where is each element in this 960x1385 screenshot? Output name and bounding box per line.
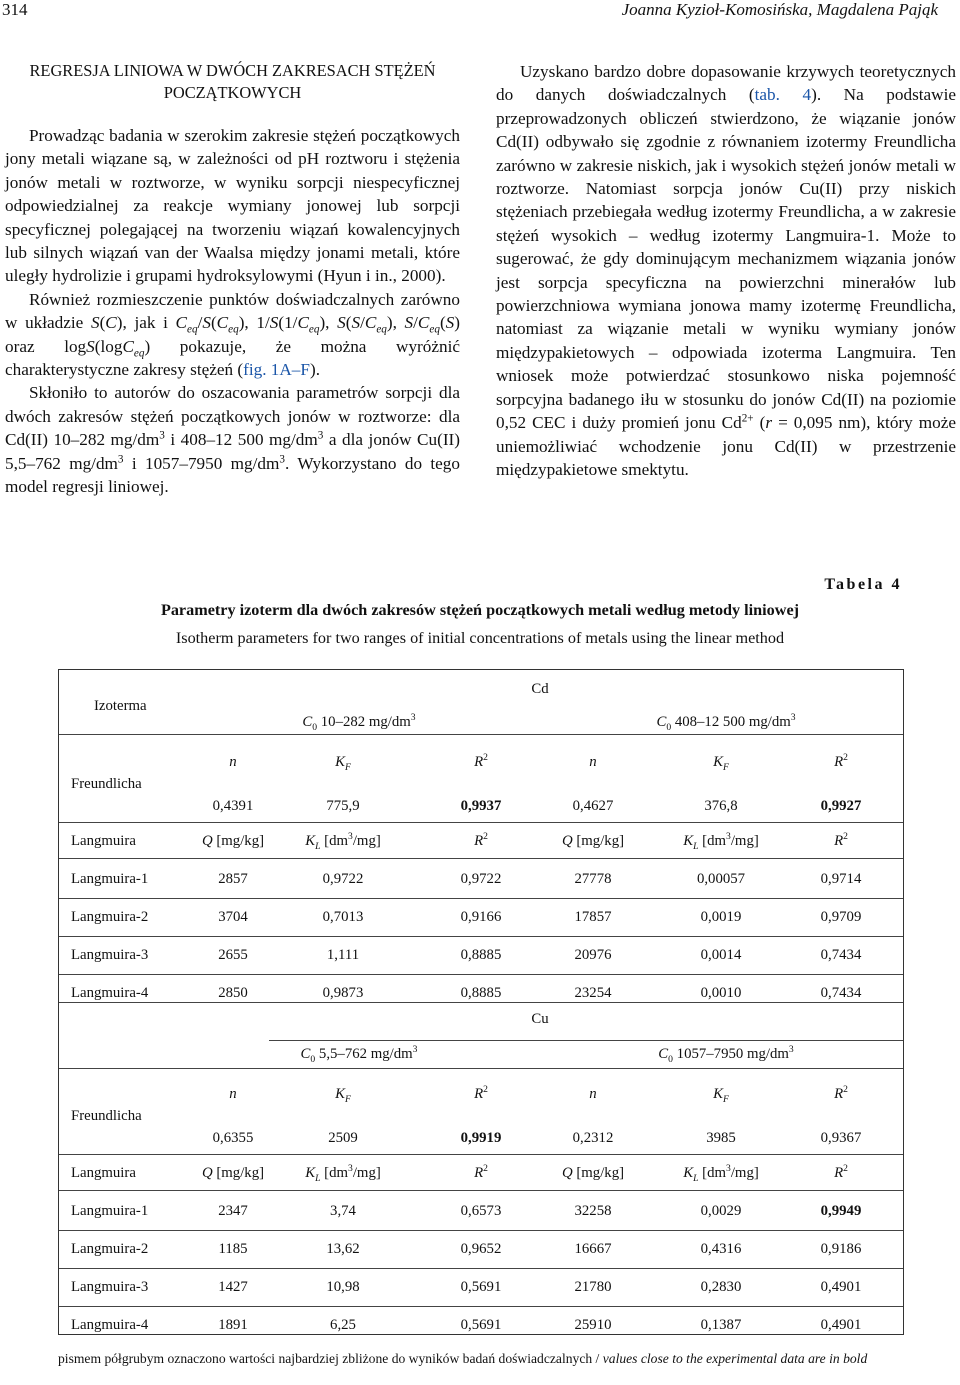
cu-row-value: 25910 — [574, 1317, 612, 1333]
cd-row-value: 0,9722 — [322, 871, 364, 887]
cu-row-value: 21780 — [574, 1279, 612, 1295]
table-rule — [269, 1040, 903, 1041]
cu-r2-header: $R^2$ — [834, 1084, 848, 1102]
table-rule — [59, 822, 903, 823]
cu-row-label: Langmuira-1 — [71, 1203, 149, 1219]
paragraph-2: Również rozmieszczenie punktów doświadczalnych zarówno w układzie S(C), jak i $C_{eq}/S(C_{eq})$, $1/S(1/C_{eq})$, $S(S/C_{eq})$, $S/C_{eq}(S)$ oraz logS(logC$_{eq}$) pokazuje, że można wyróżnić charakterystyczne zakresy stężeń (fig. 1A–F). — [5, 289, 460, 380]
cu-q-header: Q [mg/kg] — [561, 1165, 625, 1181]
page-number: 314 — [2, 0, 28, 19]
cu-row-value: 3,74 — [330, 1203, 356, 1219]
cu-kf-header: $K_F$ — [713, 1086, 729, 1105]
cu-row-label: Langmuira-4 — [71, 1317, 149, 1333]
cu-row-label: Langmuira-3 — [71, 1279, 149, 1295]
cd-r2-header: $R^2$ — [834, 831, 848, 849]
cu-freundlich-value: 0,2312 — [572, 1130, 614, 1146]
cd-row-value: 0,7434 — [820, 947, 862, 963]
cd-row-value: 0,0019 — [700, 909, 742, 925]
cu-freundlich-value: 0,9919 — [460, 1130, 502, 1146]
cd-row-value: 1,111 — [326, 947, 360, 963]
cu-kf-header: $K_F$ — [335, 1086, 351, 1105]
cu-row-value: 2347 — [218, 1203, 248, 1219]
cu-freundlich-value: 0,6355 — [212, 1130, 254, 1146]
cu-row-value: 0,0029 — [700, 1203, 742, 1219]
cu-range-low: $C_0$ 5,5–762 $mg/dm^3$ — [300, 1044, 418, 1065]
cd-row-value: 27778 — [574, 871, 612, 887]
cu-row-value: 0,4901 — [820, 1317, 862, 1333]
right-column — [496, 60, 956, 481]
table-rule — [59, 1190, 903, 1191]
column-header-izoterma: Izoterma — [94, 698, 147, 714]
table-rule — [59, 1002, 903, 1003]
cu-r2-header: $R^2$ — [834, 1163, 848, 1181]
cu-row-value: 1427 — [218, 1279, 248, 1295]
cu-row-value: 0,6573 — [460, 1203, 502, 1219]
cd-freundlich-value: 376,8 — [704, 798, 738, 814]
cd-row-value: 20976 — [574, 947, 612, 963]
cd-freundlich-value: 0,4627 — [572, 798, 614, 814]
cd-row-value: 0,7434 — [820, 985, 862, 1001]
cd-r2-header: $R^2$ — [474, 831, 488, 849]
cd-row-value: 0,9709 — [820, 909, 862, 925]
table-rule — [59, 1230, 903, 1231]
cu-row-value: 0,9949 — [820, 1203, 862, 1219]
cu-freundlich-value: 3985 — [706, 1130, 736, 1146]
cd-row-value: 23254 — [574, 985, 612, 1001]
cd-row-value: 0,0014 — [700, 947, 742, 963]
cu-row-value: 0,2830 — [700, 1279, 742, 1295]
cu-freundlich-value: 2509 — [328, 1130, 358, 1146]
table-link[interactable]: tab. 4 — [754, 85, 812, 105]
cd-freundlich-value: 775,9 — [326, 798, 360, 814]
table-caption-pl: Parametry izoterm dla dwóch zakresów stężeń początkowych metali według metody liniowej — [160, 601, 800, 619]
cu-row-value: 0,5691 — [460, 1279, 502, 1295]
cu-row-value: 32258 — [574, 1203, 612, 1219]
cd-freundlich-label: Freundlicha — [71, 776, 142, 792]
cu-freundlich-label: Freundlicha — [71, 1108, 142, 1124]
running-authors: Joanna Kyzioł-Komosińska, Magdalena Pająk — [621, 0, 938, 19]
table-rule — [59, 734, 903, 735]
cu-kl-header: $K_L$ $[dm^3/mg]$ — [305, 1163, 381, 1184]
left-column — [5, 60, 460, 499]
cu-row-value: 0,9186 — [820, 1241, 862, 1257]
cd-row-value: 0,9722 — [460, 871, 502, 887]
cd-row-value: 0,9166 — [460, 909, 502, 925]
cu-row-value: 0,4316 — [700, 1241, 742, 1257]
table-caption-en: Isotherm parameters for two ranges of initial concentrations of metals using the linear method — [175, 629, 785, 647]
cd-row-value: 2857 — [218, 871, 248, 887]
cd-kl-header: $K_L$ $[dm^3/mg]$ — [683, 831, 759, 852]
cu-row-value: 1185 — [218, 1241, 248, 1257]
cd-row-value: 17857 — [574, 909, 612, 925]
cd-row-value: 3704 — [218, 909, 248, 925]
cd-row-value: 2655 — [218, 947, 248, 963]
cd-kf-header: $K_F$ — [335, 754, 351, 773]
cu-row-value: 0,9652 — [460, 1241, 502, 1257]
metal-cu-header: Cu — [531, 1011, 549, 1027]
table-rule — [59, 858, 903, 859]
cu-langmuir-label: Langmuira — [71, 1165, 136, 1181]
cu-row-value: 0,1387 — [700, 1317, 742, 1333]
cd-freundlich-value: 0,4391 — [212, 798, 254, 814]
cd-row-label: Langmuira-2 — [71, 909, 149, 925]
cu-row-value: 16667 — [574, 1241, 612, 1257]
cd-row-label: Langmuira-3 — [71, 947, 149, 963]
cd-n-header: n — [229, 754, 237, 770]
cu-r2-header: $R^2$ — [474, 1084, 488, 1102]
cu-row-value: 1891 — [218, 1317, 248, 1333]
cd-row-value: 0,8885 — [460, 947, 502, 963]
cu-row-value: 6,25 — [330, 1317, 356, 1333]
cd-row-label: Langmuira-4 — [71, 985, 149, 1001]
cd-row-value: 0,8885 — [460, 985, 502, 1001]
cd-range-high: $C_0$ 408–12 500 $mg/dm^3$ — [656, 712, 796, 733]
cd-row-value: 0,00057 — [696, 871, 746, 887]
cu-q-header: Q [mg/kg] — [201, 1165, 265, 1181]
cd-r2-header: $R^2$ — [834, 752, 848, 770]
cd-n-header: n — [589, 754, 597, 770]
cu-row-value: 10,98 — [326, 1279, 360, 1295]
cu-range-high: $C_0$ 1057–7950 $mg/dm^3$ — [658, 1044, 794, 1065]
cd-freundlich-value: 0,9937 — [460, 798, 502, 814]
cu-n-header: n — [589, 1086, 597, 1102]
cd-q-header: Q [mg/kg] — [201, 833, 265, 849]
cd-row-label: Langmuira-1 — [71, 871, 149, 887]
table-rule — [59, 936, 903, 937]
cd-freundlich-value: 0,9927 — [820, 798, 862, 814]
cd-row-value: 0,9714 — [820, 871, 862, 887]
cu-row-value: 0,4901 — [820, 1279, 862, 1295]
cd-range-low: $C_0$ 10–282 $mg/dm^3$ — [302, 712, 416, 733]
table-rule — [59, 1154, 903, 1155]
cd-kf-header: $K_F$ — [713, 754, 729, 773]
cd-kl-header: $K_L$ $[dm^3/mg]$ — [305, 831, 381, 852]
table-label: Tabela 4 — [824, 576, 902, 593]
figure-link[interactable]: fig. 1A–F — [243, 360, 310, 380]
table-rule — [59, 1306, 903, 1307]
cu-row-value: 0,5691 — [460, 1317, 502, 1333]
cu-row-value: 13,62 — [326, 1241, 360, 1257]
paragraph-3: Skłoniło to autorów do oszacowania parametrów sorpcji dla dwóch zakresów stężeń początkowych jonów w roztworze: dla Cd(II) 10–282 $mg/dm^3$ i 408–12 500 $mg/dm^3$ a dla jonów Cu(II) 5,5–762 $mg/dm^3$ i 1057–7950 $mg/dm^3$. Wykorzystano do tego model regresji liniowej. — [5, 383, 460, 497]
cu-kl-header: $K_L$ $[dm^3/mg]$ — [683, 1163, 759, 1184]
metal-cd-header: Cd — [531, 681, 549, 697]
cu-n-header: n — [229, 1086, 237, 1102]
cd-langmuir-label: Langmuira — [71, 833, 136, 849]
table-rule — [59, 974, 903, 975]
paragraph-4: Uzyskano bardzo dobre dopasowanie krzywych teoretycznych do danych doświadczalnych (tab. 4). Na podstawie przeprowadzonych obliczeń stwierdzono, że wiązanie jonów Cd(II) odbywało się zgodnie z równaniem izotermy Freundlicha zarówno w zakresie niskich, jak i wysokich stężeń jonów metali w roztworze. Natomiast sorpcja jonów Cu(II) przy niskich stężeniach przebiegała według izotermy Freundlicha, a w zakresie stężeń wysokich – według izotermy Langmuira-1. Może to sugerować, że gdy dominującym mechanizmem wiązania jonów jest sorpcja specyficzna na powierzchni minerałów lub powierzchniowa wymiana jonowa mamy izotermę Freundlicha, natomiast za wiązanie metali w wyniku wymiany jonów międzypakietowych – odpowiada izoterma Langmuira. Ten wniosek może potwierdzać stosunkowo niska pojemność sorpcyjna badanego iłu w stosunku do jonów Cd(II) na poziomie 0,52 CEC i duży promień jonu $Cd^{2+}$ (r = 0,095 nm), który może uniemożliwiać wchodzenie jonu Cd(II) w przestrzenie międzypakietowe smektytu. — [496, 62, 956, 479]
cd-row-value: 0,0010 — [700, 985, 742, 1001]
cu-row-label: Langmuira-2 — [71, 1241, 149, 1257]
table-rule — [59, 1268, 903, 1269]
section-title: REGRESJA LINIOWA W DWÓCH ZAKRESACH STĘŻEŃ POCZĄTKOWYCH — [29, 61, 436, 102]
cd-r2-header: $R^2$ — [474, 752, 488, 770]
table-rule — [59, 1068, 903, 1069]
cd-row-value: 0,9873 — [322, 985, 364, 1001]
running-header — [0, 0, 960, 30]
paragraph-1: Prowadząc badania w szerokim zakresie stężeń początkowych jony metali wiązane są, w zależności od pH roztworu i stężenia jonów metali w roztworze, w wyniku sorpcji niespecyficznej odpowiedzialnej za reakcje wymiany jonowej lub sorpcji specyficznej polegającej na tworzeniu wiązań kowalencyjnych lub silnych wiązań van der Waalsa między jonami metali, które uległy hydrolizie i grupami hydroksylowymi (Hyun i in., 2000). — [5, 126, 460, 286]
cd-row-value: 0,7013 — [322, 909, 364, 925]
cd-row-value: 2850 — [218, 985, 248, 1001]
cu-r2-header: $R^2$ — [474, 1163, 488, 1181]
table-rule — [59, 898, 903, 899]
parameters-table — [58, 669, 904, 1335]
cu-freundlich-value: 0,9367 — [820, 1130, 862, 1146]
table-footnote: pismem półgrubym oznaczono wartości najbardziej zbliżone do wyników badań doświadczalnych / values close to the experimental data are in bold — [58, 1351, 868, 1366]
cd-q-header: Q [mg/kg] — [561, 833, 625, 849]
